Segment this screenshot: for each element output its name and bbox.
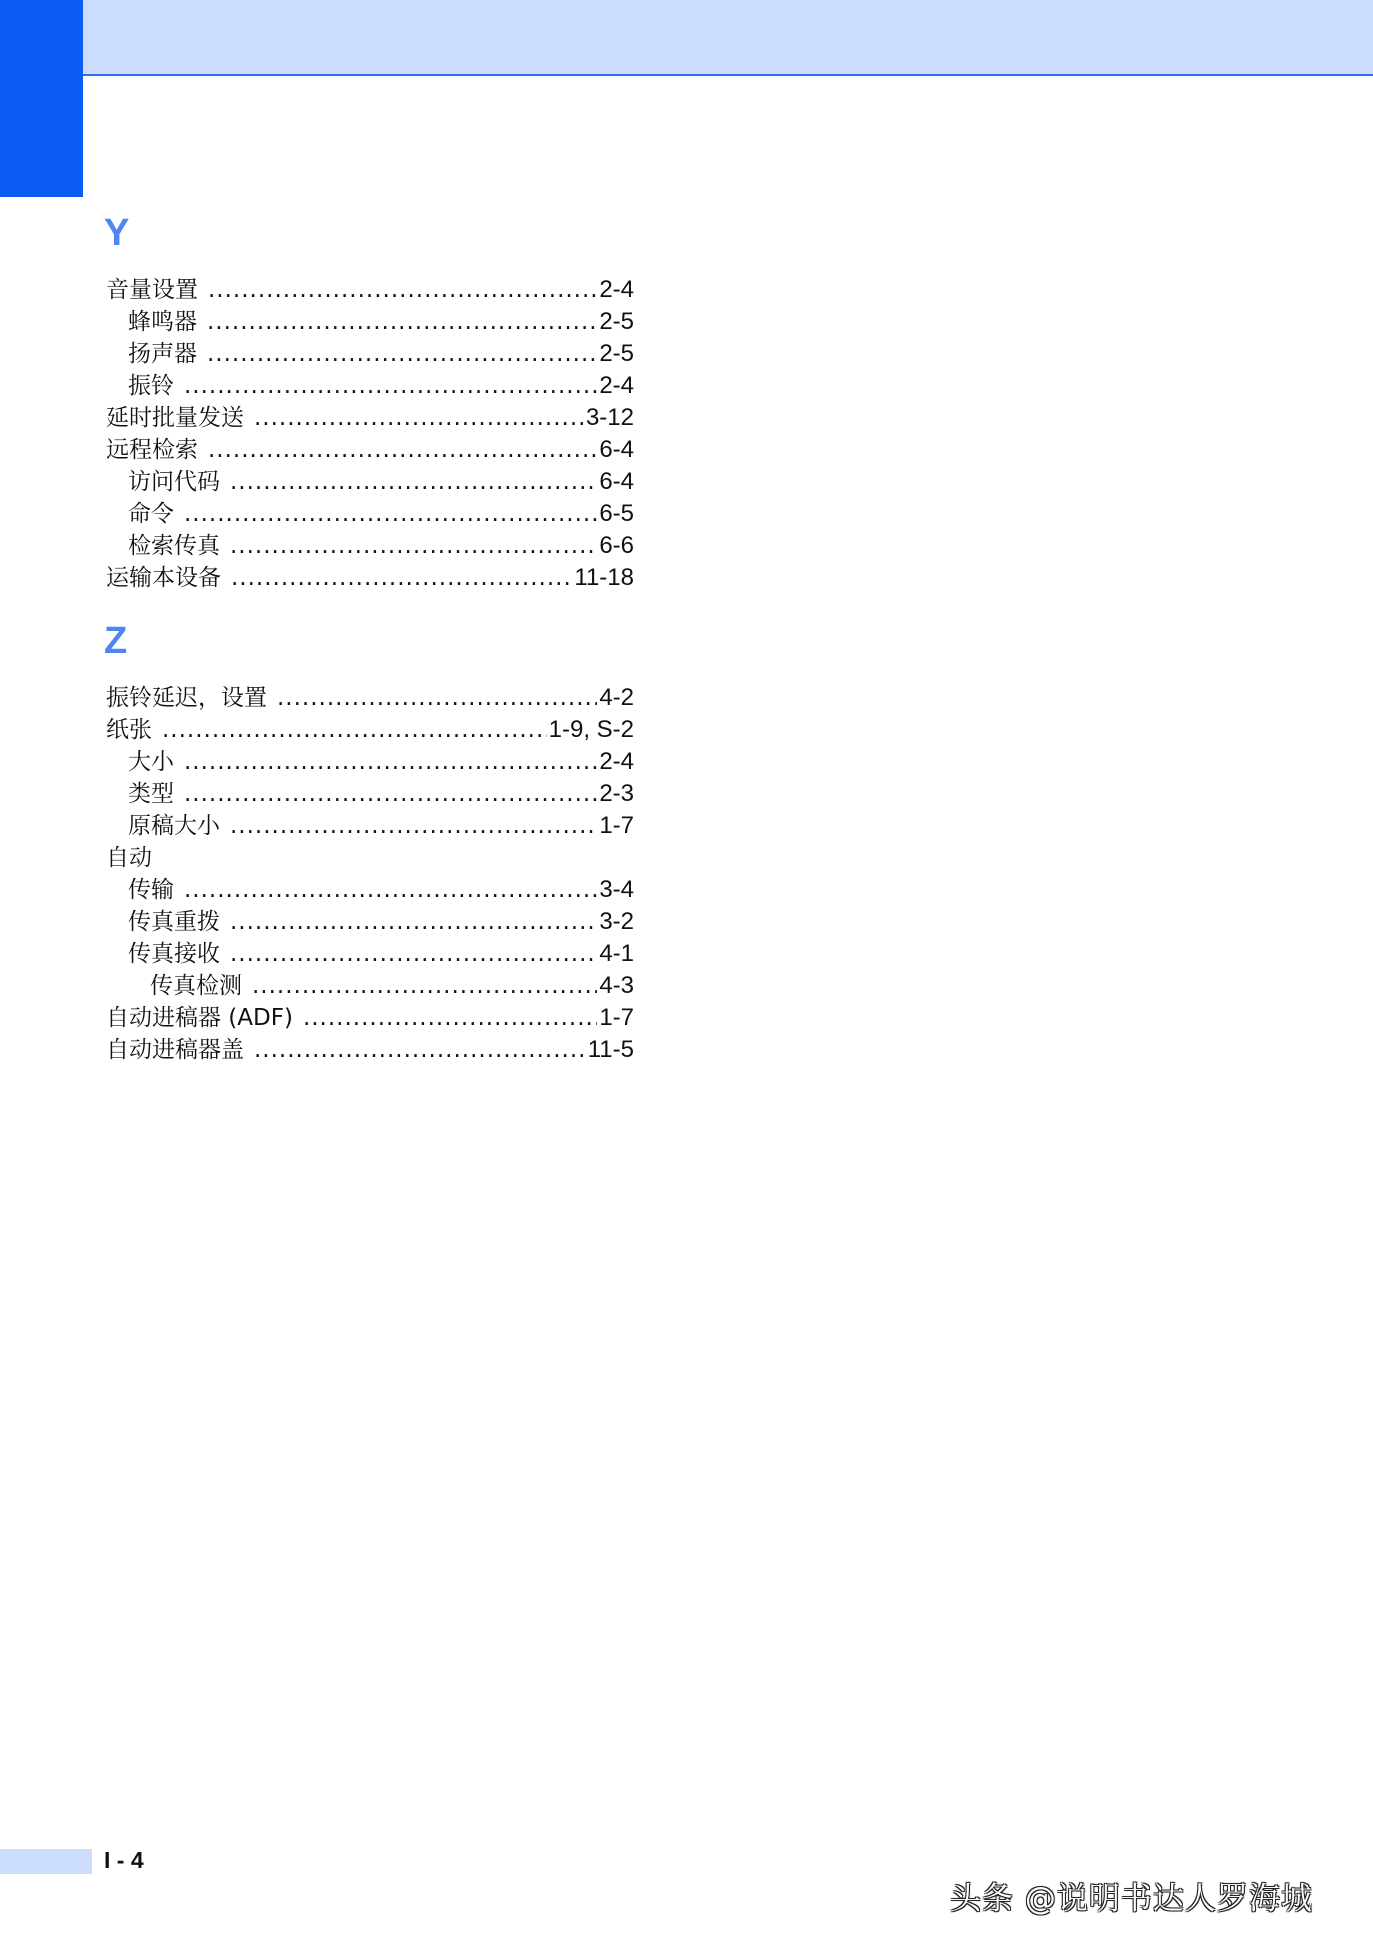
entry-page: 2-4: [599, 372, 634, 399]
entry-page: 1-7: [599, 812, 634, 839]
entry-term: 原稿大小: [128, 813, 220, 839]
index-entry: [106, 938, 634, 970]
entry-page: 3-12: [585, 404, 634, 431]
dot-leader: [303, 1002, 597, 1034]
entry-term: 纸张: [106, 717, 152, 743]
entry-page: 2-3: [599, 780, 634, 807]
dot-leader: [252, 970, 597, 1002]
dot-leader: [254, 402, 584, 434]
side-tab: [0, 0, 83, 197]
entry-page: 2-4: [599, 748, 634, 775]
dot-leader: [207, 338, 597, 370]
watermark: 头条 @说明书达人罗海城: [950, 1881, 1313, 1917]
dot-leader: [184, 778, 597, 810]
entry-term: 传真接收: [128, 941, 220, 967]
section-letter-y: Y: [104, 212, 130, 254]
index-entry: [106, 810, 634, 842]
index-entry: [106, 434, 634, 466]
dot-leader: [231, 562, 572, 594]
dot-leader: [208, 274, 597, 306]
entry-page: 3-4: [599, 876, 634, 903]
index-list-y: [106, 274, 634, 594]
entry-page: 2-5: [599, 340, 634, 367]
entry-term: 传输: [128, 877, 174, 903]
section-letter-z: Z: [104, 620, 128, 662]
entry-page: 6-4: [599, 468, 634, 495]
index-entry: [106, 370, 634, 402]
dot-leader: [207, 306, 597, 338]
index-list-z: [106, 682, 634, 1066]
entry-page: 4-1: [599, 940, 634, 967]
dot-leader: [162, 714, 547, 746]
dot-leader: [230, 530, 597, 562]
entry-term: 大小: [128, 749, 174, 775]
entry-term: 运输本设备: [106, 565, 221, 591]
index-entry: [106, 682, 634, 714]
entry-term: 远程检索: [106, 437, 198, 463]
entry-term: 延时批量发送: [106, 405, 244, 431]
dot-leader: [184, 746, 597, 778]
index-entry: [106, 466, 634, 498]
dot-leader: [230, 466, 597, 498]
entry-page: 11-18: [574, 564, 634, 591]
entry-term: 命令: [128, 501, 174, 527]
index-entry: [106, 1034, 634, 1066]
index-entry: [106, 746, 634, 778]
entry-term: 访问代码: [128, 469, 220, 495]
entry-page: 2-4: [599, 276, 634, 303]
entry-page: 6-6: [599, 532, 634, 559]
entry-term: 音量设置: [106, 277, 198, 303]
dot-leader: [277, 682, 597, 714]
entry-term: 蜂鸣器: [128, 309, 197, 335]
entry-term: 自动: [106, 845, 152, 871]
entry-term: 扬声器: [128, 341, 197, 367]
index-entry: [106, 778, 634, 810]
entry-page: 2-5: [599, 308, 634, 335]
index-entry: [106, 498, 634, 530]
dot-leader: [230, 938, 597, 970]
entry-term: 传真检测: [150, 973, 242, 999]
index-entry: [106, 402, 634, 434]
entry-term: 自动进稿器 (ADF): [106, 1005, 293, 1031]
footer-band: [0, 1849, 92, 1874]
dot-leader: [184, 370, 597, 402]
entry-term: 类型: [128, 781, 174, 807]
dot-leader: [208, 434, 597, 466]
dot-leader: [184, 498, 597, 530]
entry-term: 传真重拨: [128, 909, 220, 935]
index-entry: [106, 970, 634, 1002]
entry-page: 6-4: [599, 436, 634, 463]
index-entry-heading: [106, 842, 634, 874]
dot-leader: [184, 874, 597, 906]
entry-page: 3-2: [599, 908, 634, 935]
header-band: [82, 0, 1373, 76]
index-entry: [106, 306, 634, 338]
entry-page: 1-9, S-2: [548, 716, 634, 743]
index-entry: [106, 714, 634, 746]
entry-page: 1-7: [599, 1004, 634, 1031]
dot-leader: [230, 906, 597, 938]
dot-leader: [230, 810, 597, 842]
entry-term: 振铃: [128, 373, 174, 399]
index-entry: [106, 1002, 634, 1034]
dot-leader: [254, 1034, 586, 1066]
index-entry: [106, 874, 634, 906]
entry-term: 振铃延迟，设置: [106, 685, 267, 711]
entry-page: 4-3: [599, 972, 634, 999]
entry-page: 11-5: [587, 1036, 634, 1063]
index-entry: [106, 562, 634, 594]
index-entry: [106, 906, 634, 938]
index-entry: [106, 274, 634, 306]
index-entry: [106, 530, 634, 562]
entry-term: 检索传真: [128, 533, 220, 559]
entry-page: 6-5: [599, 500, 634, 527]
index-entry: [106, 338, 634, 370]
page-number: I - 4: [104, 1847, 144, 1873]
entry-term: 自动进稿器盖: [106, 1037, 244, 1063]
entry-page: 4-2: [599, 684, 634, 711]
